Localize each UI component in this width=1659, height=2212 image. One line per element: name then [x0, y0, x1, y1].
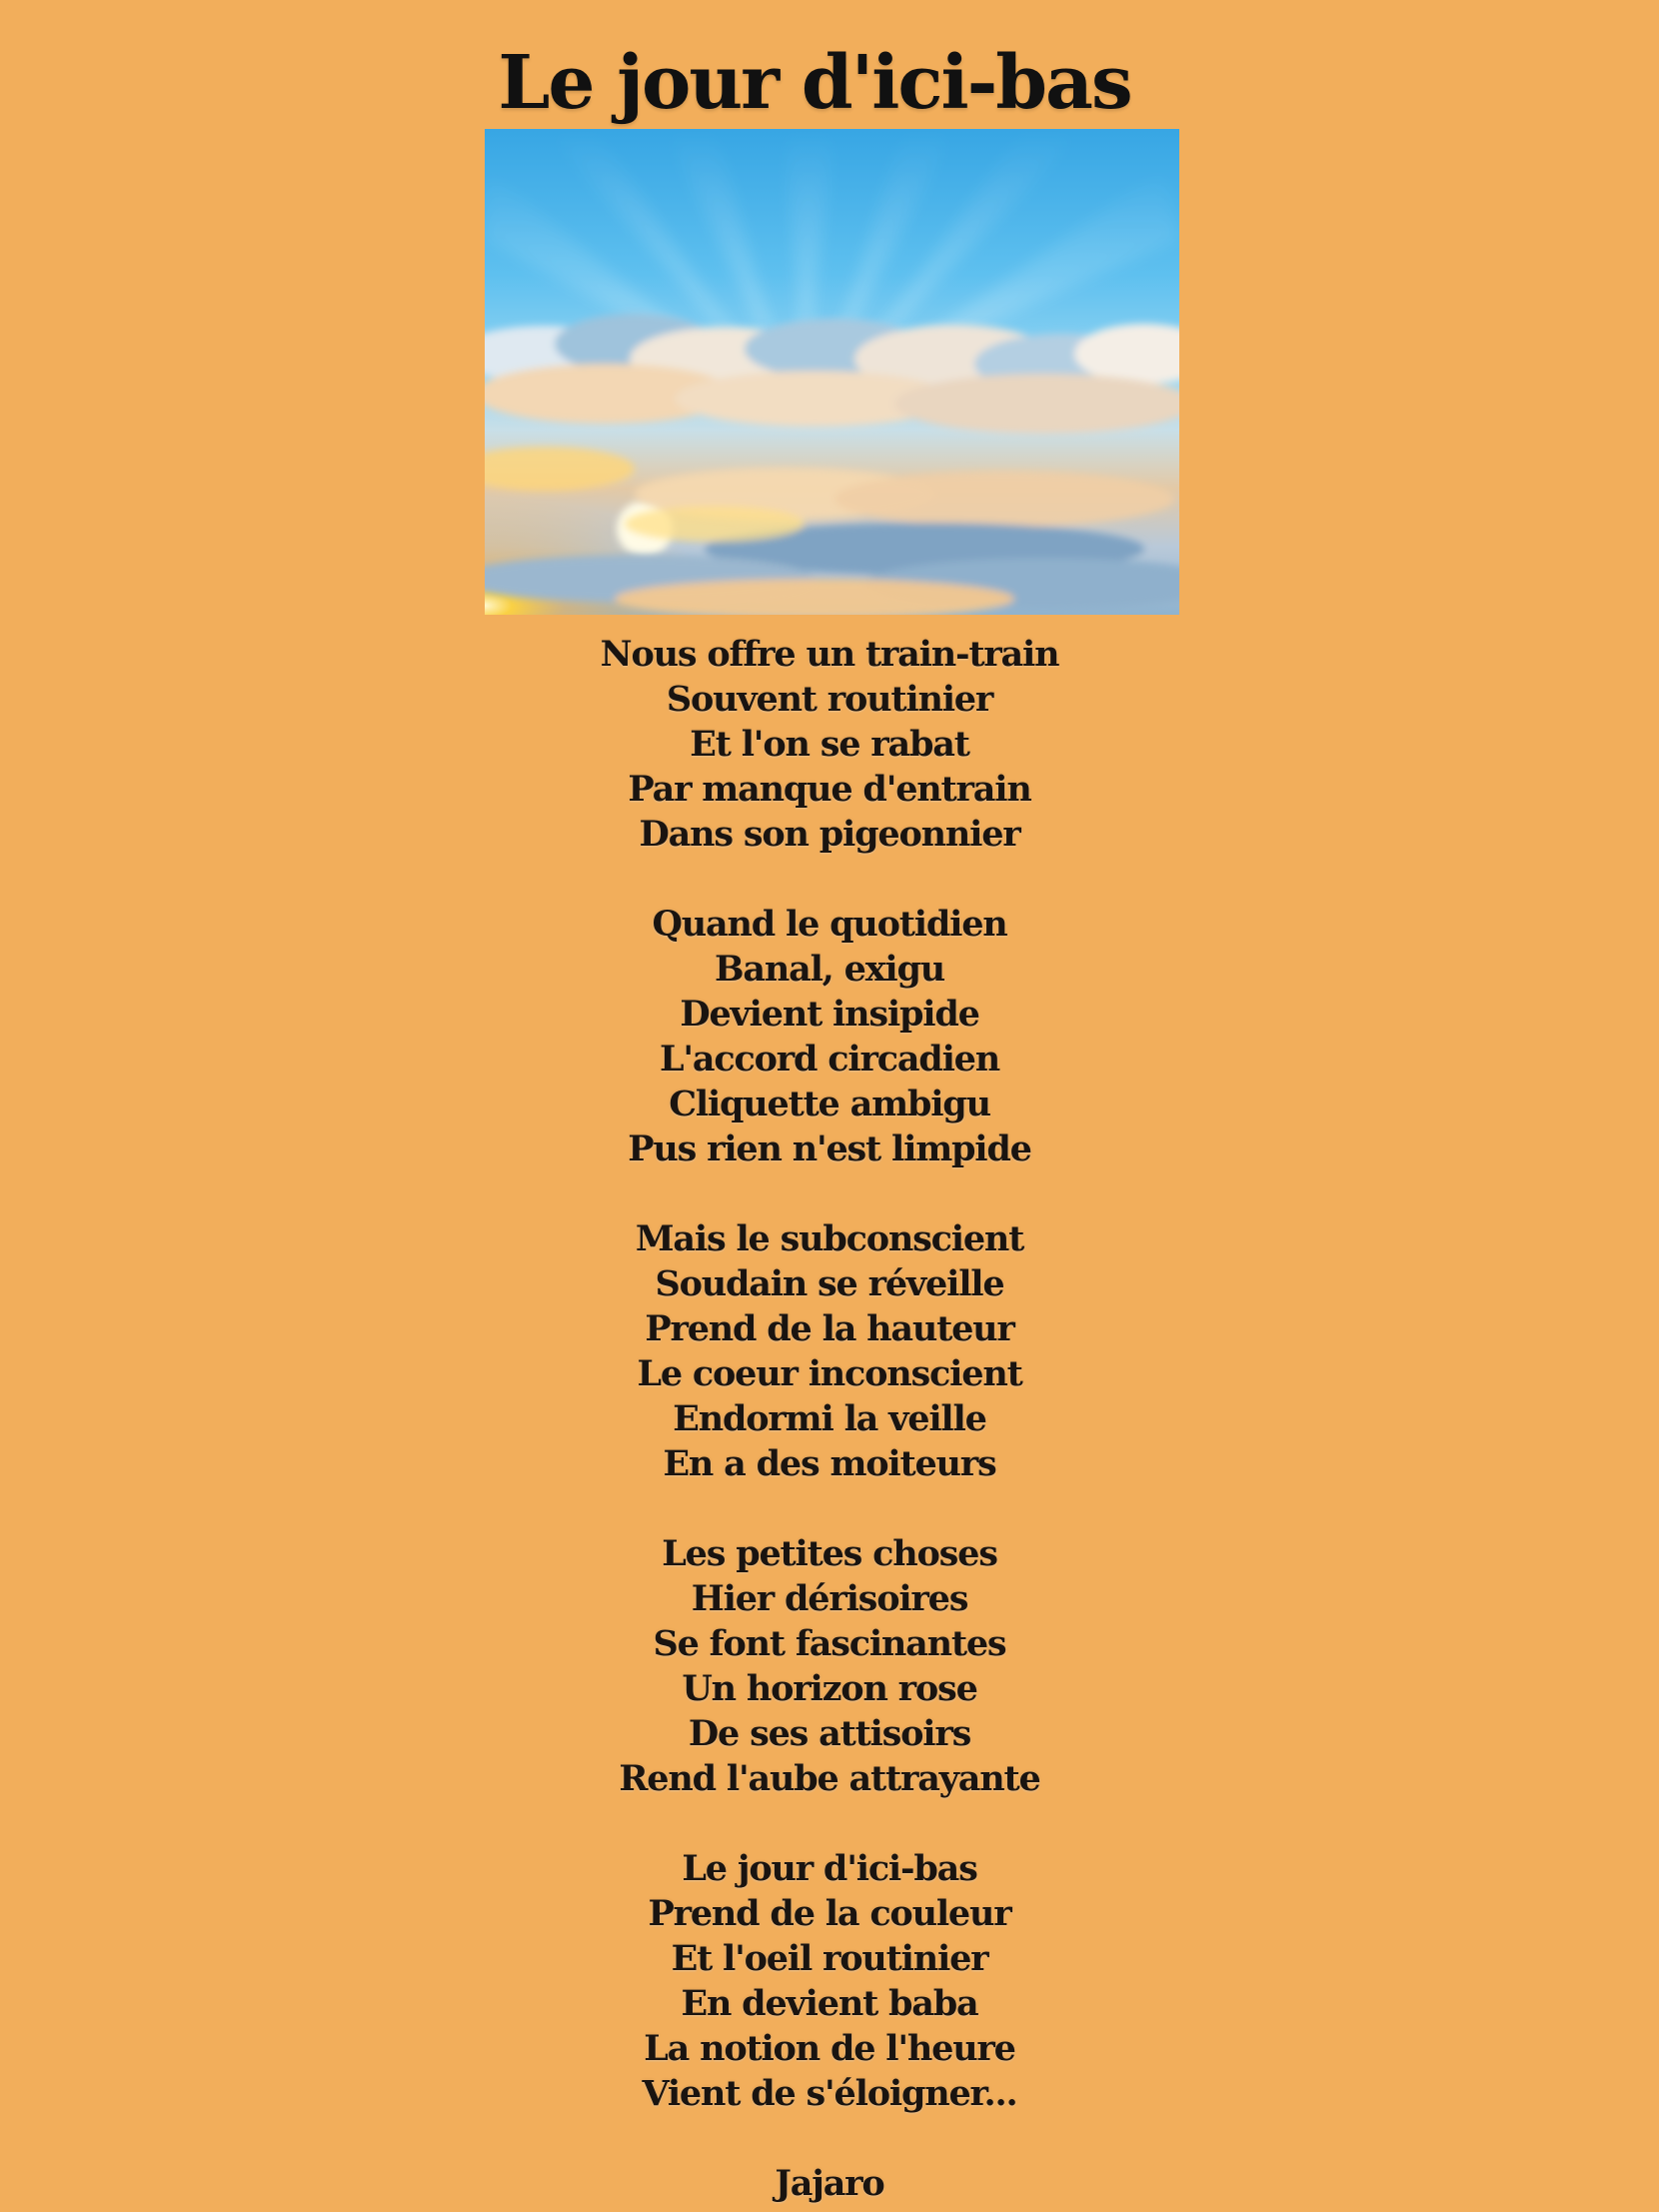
- stanza-2: [0, 902, 1659, 1171]
- poem-line: Devient insipide: [680, 994, 979, 1035]
- poem-line: Souvent routinier: [666, 679, 993, 720]
- poem-line: En a des moiteurs: [663, 1443, 996, 1484]
- poem-line: Rend l'aube attrayante: [619, 1758, 1040, 1799]
- poem-line: Se font fascinantes: [653, 1623, 1006, 1664]
- poem-line: Dans son pigeonnier: [639, 814, 1020, 855]
- poem-author: Jajaro: [775, 2163, 884, 2204]
- poem-line: Endormi la veille: [673, 1398, 986, 1439]
- stanza-4: [0, 1531, 1659, 1801]
- poem-line: L'accord circadien: [660, 1039, 999, 1080]
- poem-line: Le coeur inconscient: [637, 1353, 1022, 1394]
- poem-line: Banal, exigu: [714, 949, 944, 990]
- poem-body: [0, 632, 1659, 2206]
- poem-line: Et l'oeil routinier: [671, 1938, 988, 1979]
- poem-line: Nous offre un train-train: [600, 634, 1059, 675]
- poem-line: Cliquette ambigu: [669, 1084, 990, 1124]
- sky-illustration: [485, 129, 1179, 615]
- poem-line: Soudain se réveille: [655, 1263, 1004, 1304]
- poem-line: Les petites choses: [662, 1533, 997, 1574]
- poem-line: Pus rien n'est limpide: [628, 1128, 1031, 1169]
- sky-image: [485, 129, 1179, 615]
- poem-line: Mais le subconscient: [635, 1218, 1024, 1259]
- poem-line: Un horizon rose: [682, 1668, 977, 1709]
- poem-line: Quand le quotidien: [652, 904, 1007, 945]
- poem-line: Prend de la hauteur: [645, 1308, 1014, 1349]
- poem-title: Le jour d'ici-bas: [498, 40, 1131, 126]
- poem-line: Prend de la couleur: [648, 1893, 1011, 1934]
- stanza-3: [0, 1216, 1659, 1486]
- poem-line: Hier dérisoires: [691, 1578, 968, 1619]
- poem-line: Vient de s'éloigner...: [642, 2073, 1017, 2114]
- poem-line: De ses attisoirs: [688, 1713, 971, 1754]
- poem-line: Par manque d'entrain: [628, 769, 1031, 810]
- poem-line: Et l'on se rabat: [690, 724, 969, 765]
- poem-line: La notion de l'heure: [644, 2028, 1015, 2069]
- poem-line: Le jour d'ici-bas: [682, 1848, 977, 1889]
- stanza-1: [0, 632, 1659, 857]
- stanza-5: [0, 1846, 1659, 2116]
- poem-line: En devient baba: [681, 1983, 978, 2024]
